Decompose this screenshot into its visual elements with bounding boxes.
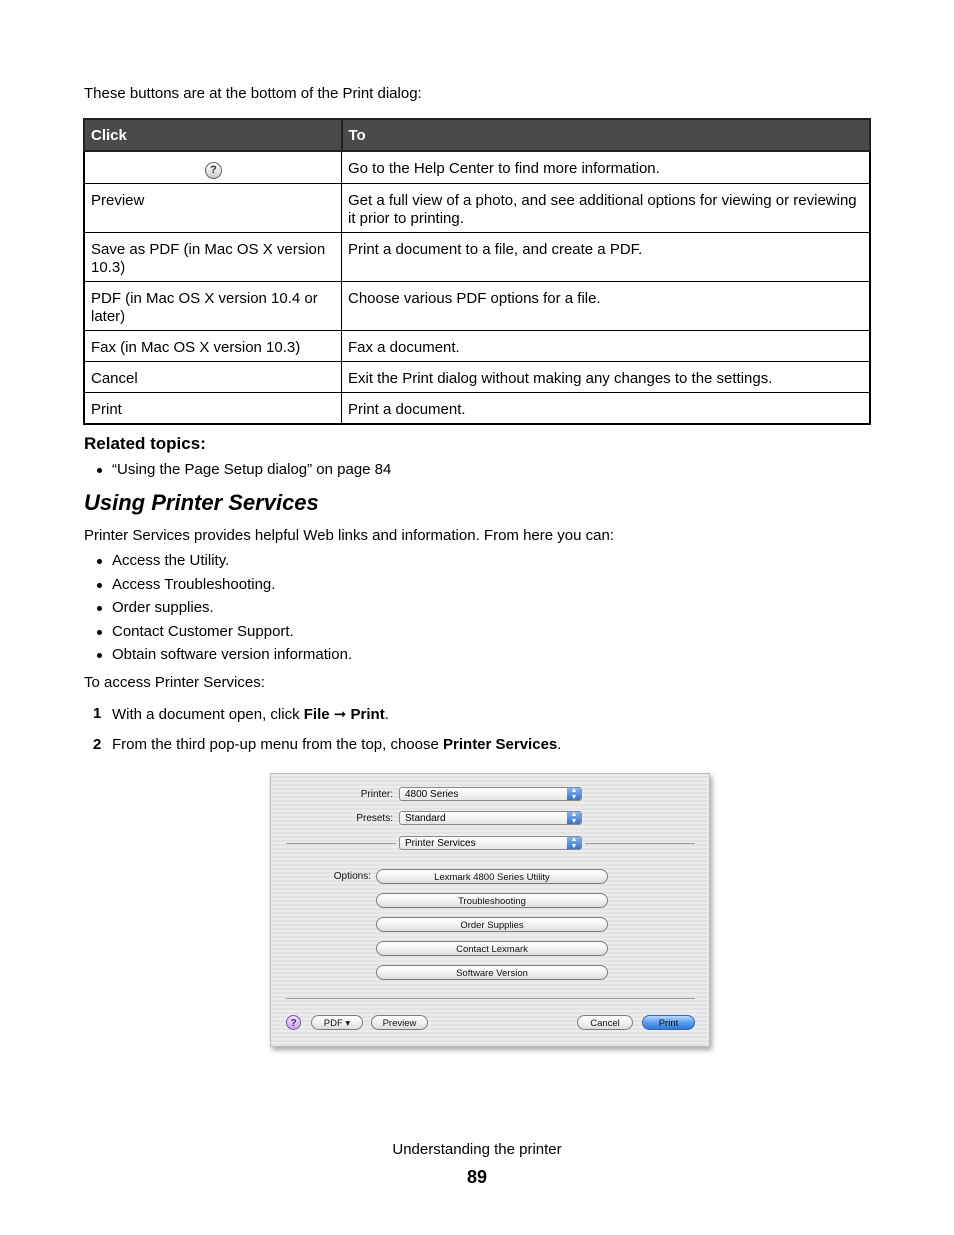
step-bold-file: File <box>303 706 330 723</box>
print-button[interactable]: Print <box>642 1015 695 1030</box>
related-topics-list <box>84 460 391 484</box>
presets-value: Standard <box>405 813 446 824</box>
arrow-icon: ➞ <box>333 706 347 723</box>
preview-button[interactable]: Preview <box>371 1015 428 1030</box>
access-intro: To access Printer Services: <box>84 674 265 691</box>
presets-label: Presets: <box>356 813 393 824</box>
table-cell-to: Print a document to a file, and create a PDF. <box>342 233 871 282</box>
table-row <box>84 151 870 184</box>
table-cell-click: Print <box>84 393 342 425</box>
step-number: 2 <box>93 736 102 753</box>
table-cell-click <box>84 151 342 184</box>
help-icon[interactable]: ? <box>286 1015 301 1030</box>
section-title: Using Printer Services <box>84 490 319 515</box>
page-number: 89 <box>466 1167 488 1187</box>
table-cell-click: Fax (in Mac OS X version 10.3) <box>84 331 342 362</box>
utility-button[interactable]: Lexmark 4800 Series Utility <box>376 869 608 884</box>
table-cell-click: Save as PDF (in Mac OS X version 10.3) <box>84 233 342 282</box>
printer-value: 4800 Series <box>405 789 459 800</box>
step-bold-print: Print <box>350 706 385 723</box>
table-row <box>84 184 870 233</box>
table-row <box>84 362 870 393</box>
divider <box>286 843 396 844</box>
buttons-table <box>83 118 871 425</box>
cancel-button[interactable]: Cancel <box>577 1015 633 1030</box>
step-text <box>112 705 389 723</box>
presets-popup[interactable] <box>399 811 582 825</box>
step-text-post: . <box>384 706 389 723</box>
list-item: Access Troubleshooting. <box>84 575 352 599</box>
list-item: Access the Utility. <box>84 551 352 575</box>
section-intro: Printer Services provides helpful Web links and information. From here you can: <box>84 527 614 544</box>
table-cell-to: Print a document. <box>342 393 871 425</box>
table-cell-click: Preview <box>84 184 342 233</box>
printer-label: Printer: <box>360 789 393 800</box>
related-topics-heading: Related topics: <box>84 434 206 453</box>
table-cell-click: PDF (in Mac OS X version 10.4 or later) <box>84 282 342 331</box>
print-dialog-screenshot <box>270 773 710 1047</box>
table-row <box>84 233 870 282</box>
step-text-pre: From the third pop-up menu from the top, choose <box>112 736 444 753</box>
panel-value: Printer Services <box>405 838 476 849</box>
services-list <box>84 551 352 669</box>
table-row <box>84 393 870 425</box>
table-cell-to: Get a full view of a photo, and see additional options for viewing or reviewing it prior to printing. <box>342 184 871 233</box>
related-topic-link[interactable]: “Using the Page Setup dialog” on page 84 <box>84 460 391 484</box>
list-item: Order supplies. <box>84 598 352 622</box>
step-bold-printer-services: Printer Services <box>443 736 558 753</box>
popup-arrows-icon: ▲ ▼ <box>567 787 581 801</box>
options-label: Options: <box>333 871 371 882</box>
software-version-button[interactable]: Software Version <box>376 965 608 980</box>
intro-text: These buttons are at the bottom of the Print dialog: <box>84 85 422 102</box>
list-item: Contact Customer Support. <box>84 622 352 646</box>
step-text <box>112 736 561 753</box>
footer-chapter-title: Understanding the printer <box>392 1141 562 1158</box>
list-item: Obtain software version information. <box>84 645 352 669</box>
popup-arrows-icon: ▲ ▼ <box>567 836 581 850</box>
header-click: Click <box>84 119 342 151</box>
table-cell-to: Fax a document. <box>342 331 871 362</box>
step-text-pre: With a document open, click <box>112 706 304 723</box>
table-cell-click: Cancel <box>84 362 342 393</box>
contact-lexmark-button[interactable]: Contact Lexmark <box>376 941 608 956</box>
order-supplies-button[interactable]: Order Supplies <box>376 917 608 932</box>
step-number: 1 <box>93 705 102 722</box>
divider <box>585 843 695 844</box>
table-cell-to: Exit the Print dialog without making any changes to the settings. <box>342 362 871 393</box>
panel-popup[interactable] <box>399 836 582 850</box>
popup-arrows-icon: ▲ ▼ <box>567 811 581 825</box>
header-to: To <box>342 119 871 151</box>
table-cell-to: Go to the Help Center to find more information. <box>342 151 871 184</box>
pdf-button[interactable]: PDF ▾ <box>311 1015 363 1030</box>
table-row <box>84 331 870 362</box>
table-cell-to: Choose various PDF options for a file. <box>342 282 871 331</box>
step-text-post: . <box>557 736 562 753</box>
help-icon: ? <box>205 162 222 179</box>
table-row <box>84 282 870 331</box>
printer-popup[interactable] <box>399 787 582 801</box>
divider <box>286 998 695 999</box>
troubleshooting-button[interactable]: Troubleshooting <box>376 893 608 908</box>
table-header-row <box>84 119 870 151</box>
